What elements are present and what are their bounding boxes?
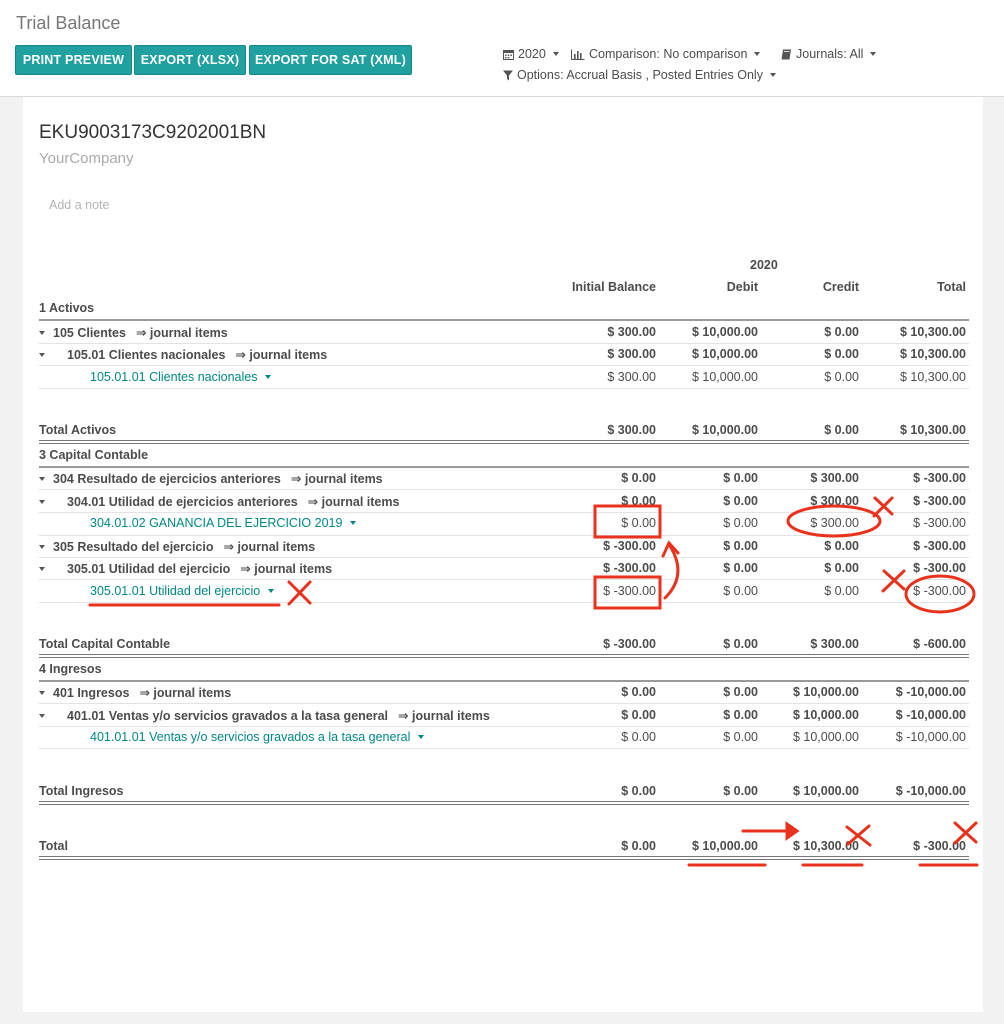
filter-icon xyxy=(503,70,513,81)
credit-value: $ 10,000.00 xyxy=(792,708,859,722)
debit-value: $ 0.00 xyxy=(723,708,758,722)
debit-value: $ 10,000.00 xyxy=(691,839,758,853)
total-label: Total xyxy=(39,839,68,853)
credit-value: $ 0.00 xyxy=(824,423,859,437)
credit-value: $ 300.00 xyxy=(810,471,859,485)
total-value: $ 10,300.00 xyxy=(899,325,966,339)
total-row-activos xyxy=(39,419,969,441)
debit-value: $ 0.00 xyxy=(723,539,758,553)
section-row-activos xyxy=(39,297,969,319)
debit-value: $ 10,000.00 xyxy=(691,325,758,339)
total-label: Total Activos xyxy=(39,423,117,437)
account-link[interactable]: 401.01.01 Ventas y/o servicios gravados a la tasa general xyxy=(90,730,411,744)
journal-items-link[interactable]: ⇒ journal items xyxy=(139,686,232,700)
caret-down-icon[interactable] xyxy=(265,375,271,379)
total-row-capital xyxy=(39,633,969,655)
credit-value: $ 300.00 xyxy=(810,494,859,508)
credit-value: $ 0.00 xyxy=(824,584,859,598)
initial-balance-value: $ 0.00 xyxy=(621,685,656,699)
debit-value: $ 0.00 xyxy=(723,516,758,530)
initial-balance-value: $ 0.00 xyxy=(621,730,656,744)
account-label: 305.01 Utilidad del ejercicio xyxy=(67,562,231,576)
account-row-401[interactable] xyxy=(39,681,969,703)
account-row-305-01[interactable] xyxy=(39,557,969,579)
credit-value: $ 0.00 xyxy=(824,325,859,339)
calendar-icon xyxy=(503,49,514,60)
section-row-capital xyxy=(39,444,969,466)
total-value: $ -300.00 xyxy=(913,516,966,530)
debit-value: $ 0.00 xyxy=(723,730,758,744)
journals-filter-label: Journals: All xyxy=(796,47,864,61)
divider xyxy=(39,388,969,389)
options-filter-label: Options: Accrual Basis , Posted Entries Only xyxy=(517,68,763,82)
caret-down-icon[interactable] xyxy=(39,714,45,718)
initial-balance-value: $ 300.00 xyxy=(607,423,656,437)
chevron-down-icon xyxy=(870,52,876,56)
initial-balance-value: $ -300.00 xyxy=(603,561,656,575)
account-label: 401.01 Ventas y/o servicios gravados a la tasa general xyxy=(67,709,389,723)
chevron-down-icon xyxy=(754,52,760,56)
double-divider xyxy=(39,856,969,860)
debit-value: $ 10,000.00 xyxy=(691,370,758,384)
account-label: 305 Resultado del ejercicio xyxy=(53,540,214,554)
initial-balance-value: $ 300.00 xyxy=(607,325,656,339)
account-row-304-01-02[interactable] xyxy=(39,512,969,534)
section-label: 3 Capital Contable xyxy=(39,448,149,462)
account-row-304[interactable] xyxy=(39,467,969,489)
control-panel xyxy=(0,0,1004,97)
divider xyxy=(39,602,969,603)
account-label: 401 Ingresos xyxy=(53,686,130,700)
total-value: $ -600.00 xyxy=(913,637,966,651)
book-icon xyxy=(781,49,792,60)
debit-value: $ 0.00 xyxy=(723,471,758,485)
section-label: 1 Activos xyxy=(39,301,95,315)
account-row-305-01-01[interactable] xyxy=(39,580,969,602)
credit-value: $ 300.00 xyxy=(810,637,859,651)
total-header: Total xyxy=(937,280,966,294)
debit-value: $ 10,000.00 xyxy=(691,423,758,437)
bar-chart-icon xyxy=(571,49,585,60)
caret-down-icon[interactable] xyxy=(39,331,45,335)
caret-down-icon[interactable] xyxy=(39,691,45,695)
debit-value: $ 0.00 xyxy=(723,685,758,699)
total-value: $ -10,000.00 xyxy=(895,730,966,744)
initial-balance-value: $ 300.00 xyxy=(607,370,656,384)
total-label: Total Capital Contable xyxy=(39,637,171,651)
account-row-105[interactable] xyxy=(39,321,969,343)
journal-items-link[interactable]: ⇒ journal items xyxy=(223,540,316,554)
comparison-filter[interactable] xyxy=(571,47,760,61)
total-value: $ 10,300.00 xyxy=(899,370,966,384)
initial-balance-value: $ 0.00 xyxy=(621,471,656,485)
credit-value: $ 10,000.00 xyxy=(792,784,859,798)
caret-down-icon[interactable] xyxy=(39,545,45,549)
initial-balance-value: $ -300.00 xyxy=(603,637,656,651)
debit-value: $ 10,000.00 xyxy=(691,347,758,361)
debit-value: $ 0.00 xyxy=(723,784,758,798)
journal-items-link[interactable]: ⇒ journal items xyxy=(307,495,400,509)
total-value: $ -300.00 xyxy=(913,539,966,553)
initial-balance-value: $ 0.00 xyxy=(621,839,656,853)
journal-items-link[interactable]: ⇒ journal items xyxy=(235,348,328,362)
credit-value: $ 0.00 xyxy=(824,347,859,361)
options-filter[interactable] xyxy=(503,68,776,82)
add-note-field[interactable]: Add a note xyxy=(49,198,110,212)
debit-value: $ 0.00 xyxy=(723,584,758,598)
total-value: $ -10,000.00 xyxy=(895,708,966,722)
divider xyxy=(39,748,969,749)
debit-header: Debit xyxy=(726,280,758,294)
company-vat: EKU9003173C9202001BN xyxy=(39,122,267,143)
company-name: YourCompany xyxy=(39,150,134,167)
total-value: $ -10,000.00 xyxy=(895,784,966,798)
total-value: $ -300.00 xyxy=(913,471,966,485)
initial-balance-header: Initial Balance xyxy=(571,280,656,294)
total-value: $ 10,300.00 xyxy=(899,423,966,437)
account-label: 105.01 Clientes nacionales xyxy=(67,348,226,362)
account-label: 304 Resultado de ejercicios anteriores xyxy=(53,472,281,486)
total-value: $ -300.00 xyxy=(913,839,966,853)
caret-down-icon[interactable] xyxy=(268,589,274,593)
account-row-304-01[interactable] xyxy=(39,490,969,512)
journal-items-link[interactable]: ⇒ journal items xyxy=(398,709,490,723)
chevron-down-icon xyxy=(770,73,776,77)
account-row-105-01-01[interactable] xyxy=(39,366,969,388)
account-row-105-01[interactable] xyxy=(39,343,969,365)
export-sat-xml-button[interactable]: EXPORT FOR SAT (XML) xyxy=(249,45,412,75)
initial-balance-value: $ 0.00 xyxy=(621,494,656,508)
grand-total-row xyxy=(39,835,969,857)
debit-value: $ 0.00 xyxy=(723,494,758,508)
print-preview-button[interactable]: PRINT PREVIEW xyxy=(15,45,132,75)
account-link[interactable]: 304.01.02 GANANCIA DEL EJERCICIO 2019 xyxy=(90,516,343,530)
total-value: $ 10,300.00 xyxy=(899,347,966,361)
initial-balance-value: $ -300.00 xyxy=(603,539,656,553)
caret-down-icon[interactable] xyxy=(39,500,45,504)
credit-header: Credit xyxy=(822,280,859,294)
total-value: $ -300.00 xyxy=(913,561,966,575)
chevron-down-icon xyxy=(553,52,559,56)
export-xlsx-button[interactable]: EXPORT (XLSX) xyxy=(134,45,246,75)
page-title: Trial Balance xyxy=(16,13,121,33)
caret-down-icon[interactable] xyxy=(39,477,45,481)
account-row-401-01[interactable] xyxy=(39,704,969,726)
period-header: 2020 xyxy=(750,258,778,272)
account-link[interactable]: 105.01.01 Clientes nacionales xyxy=(90,370,258,384)
journal-items-link[interactable]: ⇒ journal items xyxy=(290,472,383,486)
initial-balance-value: $ 0.00 xyxy=(621,516,656,530)
date-filter-label: 2020 xyxy=(518,47,546,61)
credit-value: $ 0.00 xyxy=(824,370,859,384)
account-row-305[interactable] xyxy=(39,535,969,557)
total-value: $ -10,000.00 xyxy=(895,685,966,699)
credit-value: $ 10,000.00 xyxy=(792,730,859,744)
journal-items-link[interactable]: ⇒ journal items xyxy=(135,326,228,340)
credit-value: $ 0.00 xyxy=(824,561,859,575)
credit-value: $ 10,000.00 xyxy=(792,685,859,699)
account-label: 105 Clientes xyxy=(53,326,126,340)
total-value: $ -300.00 xyxy=(913,494,966,508)
debit-value: $ 0.00 xyxy=(723,561,758,575)
caret-down-icon[interactable] xyxy=(39,567,45,571)
journal-items-link[interactable]: ⇒ journal items xyxy=(240,562,333,576)
total-label: Total Ingresos xyxy=(39,784,124,798)
credit-value: $ 300.00 xyxy=(810,516,859,530)
debit-value: $ 0.00 xyxy=(723,637,758,651)
section-row-ingresos xyxy=(39,658,969,680)
initial-balance-value: $ 300.00 xyxy=(607,347,656,361)
caret-down-icon[interactable] xyxy=(418,735,424,739)
account-row-401-01-01[interactable] xyxy=(39,726,969,748)
total-row-ingresos xyxy=(39,780,969,802)
date-filter[interactable] xyxy=(503,47,559,61)
double-divider xyxy=(39,801,969,805)
total-value: $ -300.00 xyxy=(913,584,966,598)
account-link[interactable]: 305.01.01 Utilidad del ejercicio xyxy=(90,584,261,598)
section-label: 4 Ingresos xyxy=(39,662,102,676)
credit-value: $ 0.00 xyxy=(824,539,859,553)
initial-balance-value: $ 0.00 xyxy=(621,784,656,798)
credit-value: $ 10,300.00 xyxy=(792,839,859,853)
comparison-filter-label: Comparison: No comparison xyxy=(589,47,748,61)
initial-balance-value: $ -300.00 xyxy=(603,584,656,598)
caret-down-icon[interactable] xyxy=(39,353,45,357)
caret-down-icon[interactable] xyxy=(350,521,356,525)
initial-balance-value: $ 0.00 xyxy=(621,708,656,722)
journals-filter[interactable] xyxy=(781,47,876,61)
account-label: 304.01 Utilidad de ejercicios anteriores xyxy=(67,495,298,509)
